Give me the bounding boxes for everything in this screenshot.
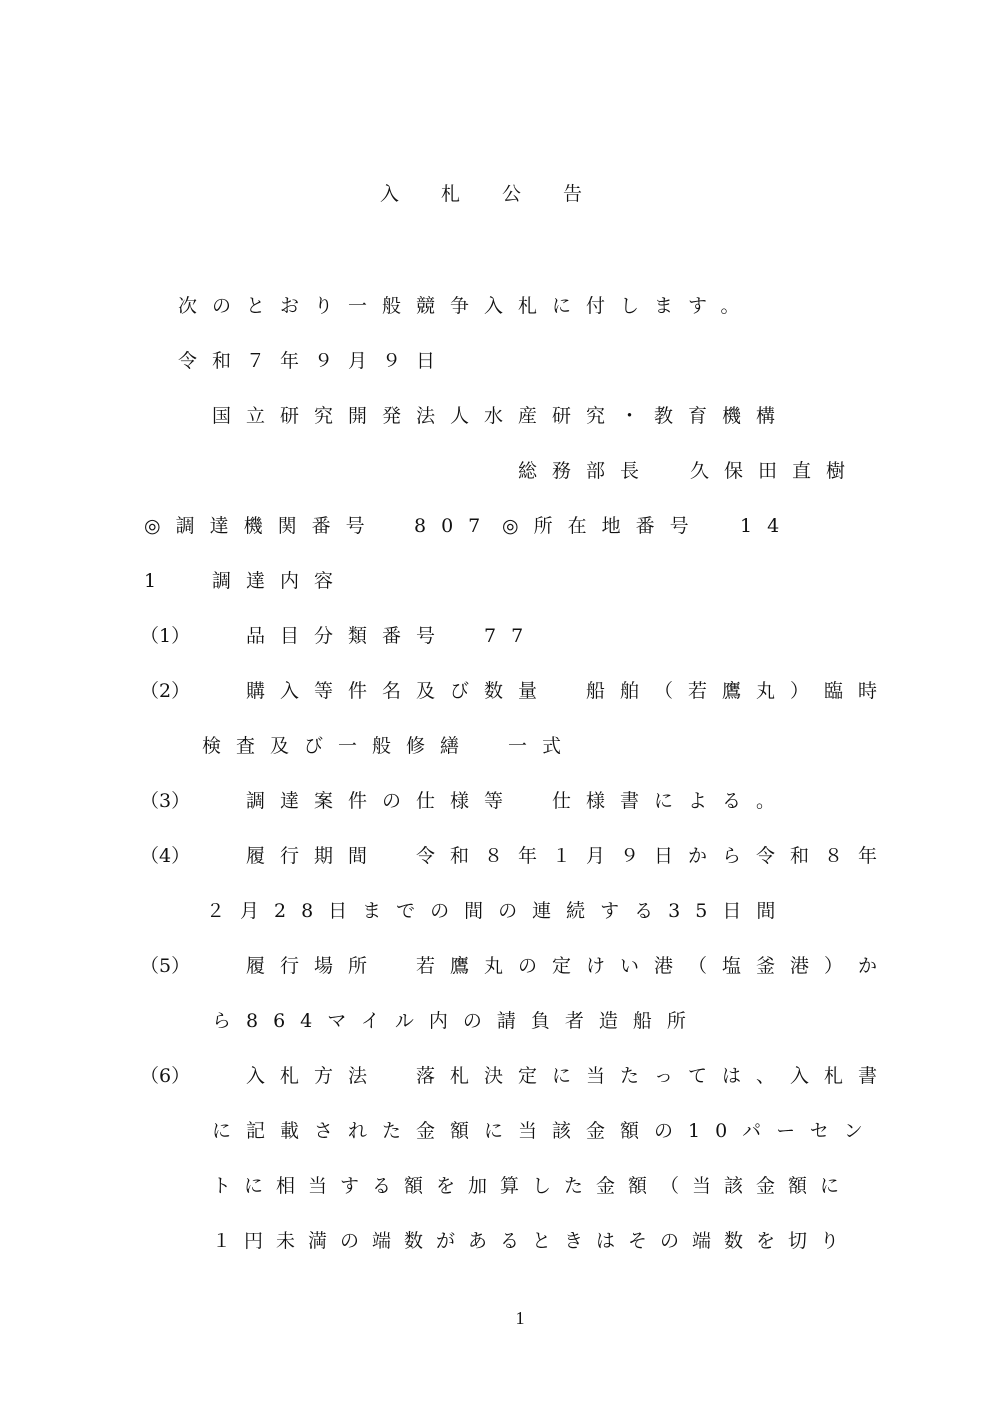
issuer-organization: 国立研究開発法人水産研究・教育機構	[212, 405, 791, 427]
section-number: 1	[144, 570, 157, 592]
agency-code-label: ◎調達機関番号	[144, 515, 380, 537]
notice-date: 令和７年９月９日	[178, 350, 451, 372]
issuer-position: 総務部長	[518, 460, 655, 482]
item-line: 履行場所 若鷹丸の定けい港（塩釜港）か	[246, 955, 893, 977]
item-line: 調達案件の仕様等 仕様書による。	[246, 790, 791, 812]
agency-code-value: 807	[414, 515, 496, 537]
item-line: １円未満の端数があるときはその端数を切り	[212, 1230, 853, 1252]
item-number: （6）	[140, 1065, 191, 1087]
item-number: （3）	[140, 790, 191, 812]
item-line: 入札方法 落札決定に当たっては、入札書	[246, 1065, 893, 1087]
item-line: トに相当する額を加算した金額（当該金額に	[212, 1175, 853, 1197]
item-number: （4）	[140, 845, 191, 867]
item-line: 検査及び一般修繕 一式	[202, 735, 577, 757]
item-number: （2）	[140, 680, 191, 702]
item-line: に記載された金額に当該金額の10パーセン	[212, 1120, 878, 1142]
section-heading: 調達内容	[212, 570, 349, 592]
page-title: 入札公告	[380, 183, 625, 205]
item-line: 購入等件名及び数量 船舶（若鷹丸）臨時	[246, 680, 893, 702]
page-number: 1	[515, 1308, 525, 1328]
item-line: 品目分類番号 77	[246, 625, 539, 647]
item-line: 履行期間 令和８年１月９日から令和８年	[246, 845, 893, 867]
item-line: ２月28日までの間の連続する35日間	[206, 900, 791, 922]
item-number: （1）	[140, 625, 191, 647]
intro-text: 次のとおり一般競争入札に付します。	[178, 295, 755, 317]
issuer-name: 久保田直樹	[690, 460, 861, 482]
location-code-label: ◎所在地番号	[502, 515, 704, 537]
item-line: ら864マイル内の請負者造船所	[212, 1010, 701, 1032]
item-number: （5）	[140, 955, 191, 977]
location-code-value: 14	[740, 515, 795, 537]
